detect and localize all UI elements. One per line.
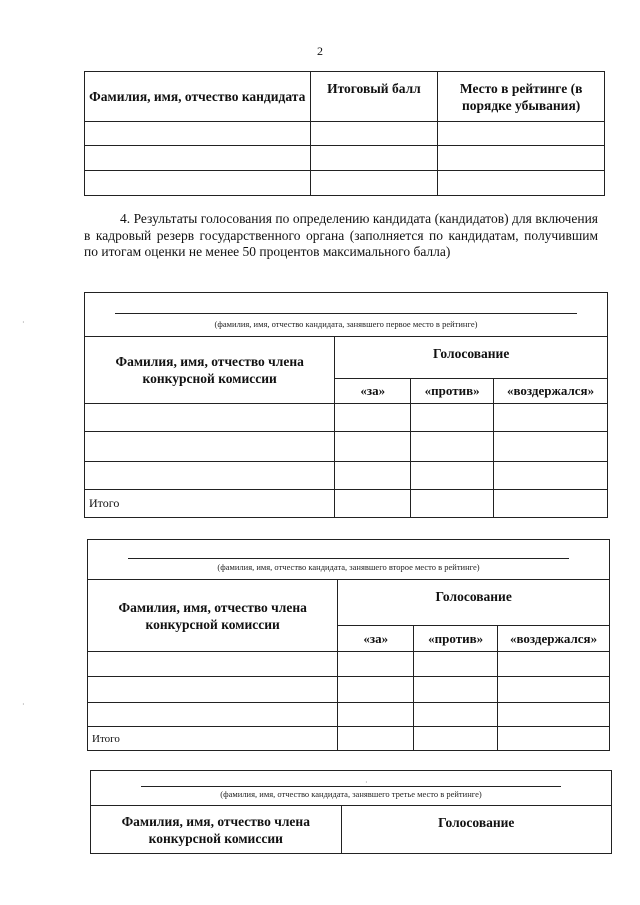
cell[interactable] — [494, 404, 608, 432]
header-against: «против» — [414, 626, 498, 652]
cell[interactable] — [88, 703, 338, 727]
cell[interactable] — [88, 677, 338, 703]
candidate-caption: (фамилия, имя, отчество кандидата, занявшего первое место в рейтинге) — [214, 319, 478, 329]
header-voting: Голосование — [335, 337, 608, 379]
cell[interactable] — [85, 432, 335, 462]
vote-table-third — [90, 770, 612, 854]
rating-table — [84, 71, 605, 196]
cell[interactable] — [338, 652, 414, 677]
cell[interactable] — [494, 490, 608, 518]
scan-speck: · — [22, 700, 25, 709]
candidate-caption: (фамилия, имя, отчество кандидата, занявшего второе место в рейтинге) — [217, 562, 480, 572]
table-row — [85, 404, 608, 432]
cell[interactable] — [438, 171, 605, 196]
header-for: «за» — [338, 626, 414, 652]
cell[interactable] — [498, 652, 610, 677]
scan-speck: · — [22, 318, 25, 327]
cell[interactable] — [498, 677, 610, 703]
header-member-name: Фамилия, имя, отчество члена конкурсной комиссии — [91, 806, 342, 854]
cell[interactable] — [85, 404, 335, 432]
cell[interactable] — [494, 432, 608, 462]
table-row — [88, 652, 610, 677]
total-label: Итого — [88, 727, 338, 751]
total-row — [88, 727, 610, 751]
header-against: «против» — [411, 379, 494, 404]
cell[interactable] — [310, 171, 438, 196]
cell[interactable] — [414, 703, 498, 727]
cell[interactable] — [414, 652, 498, 677]
header-candidate-name: Фамилия, имя, отчество кандидата — [85, 72, 311, 122]
table-row — [88, 677, 610, 703]
header-voting: Голосование — [341, 806, 611, 854]
header-abstained: «воздержался» — [498, 626, 610, 652]
scan-speck: · — [365, 778, 368, 787]
table-row — [85, 122, 605, 146]
cell[interactable] — [85, 171, 311, 196]
total-row — [85, 490, 608, 518]
cell[interactable] — [335, 432, 411, 462]
page-number: 2 — [317, 44, 323, 58]
cell[interactable] — [310, 122, 438, 146]
candidate-name-field[interactable] — [88, 540, 610, 580]
cell[interactable] — [85, 462, 335, 490]
table-row — [85, 146, 605, 171]
cell[interactable] — [85, 146, 311, 171]
cell[interactable] — [438, 146, 605, 171]
header-rating-place: Место в рейтинге (в порядке убывания) — [438, 72, 605, 122]
candidate-caption: (фамилия, имя, отчество кандидата, занявшего третье место в рейтинге) — [220, 789, 482, 799]
cell[interactable] — [335, 490, 411, 518]
cell[interactable] — [411, 404, 494, 432]
cell[interactable] — [335, 462, 411, 490]
table-row — [85, 171, 605, 196]
cell[interactable] — [438, 122, 605, 146]
section-4-text: 4. Результаты голосования по определению кандидата (кандидатов) для включения в кадровый резерв государственного органа (заполняется по кандидатам, получившим по итогам оценки не менее 50 процентов максимального балла) — [84, 211, 598, 259]
header-member-name: Фамилия, имя, отчество члена конкурсной комиссии — [88, 580, 338, 652]
candidate-name-field[interactable] — [85, 293, 608, 337]
cell[interactable] — [411, 432, 494, 462]
candidate-name-field[interactable] — [91, 771, 612, 806]
cell[interactable] — [498, 703, 610, 727]
cell[interactable] — [88, 652, 338, 677]
header-member-name: Фамилия, имя, отчество члена конкурсной комиссии — [85, 337, 335, 404]
vote-table-first — [84, 292, 608, 518]
cell[interactable] — [414, 677, 498, 703]
cell[interactable] — [411, 462, 494, 490]
table-row — [88, 703, 610, 727]
header-voting: Голосование — [338, 580, 610, 626]
total-label: Итого — [85, 490, 335, 518]
cell[interactable] — [411, 490, 494, 518]
table-row — [85, 462, 608, 490]
cell[interactable] — [85, 122, 311, 146]
vote-table-second — [87, 539, 610, 751]
cell[interactable] — [498, 727, 610, 751]
cell[interactable] — [494, 462, 608, 490]
table-row — [85, 432, 608, 462]
cell[interactable] — [310, 146, 438, 171]
cell[interactable] — [338, 677, 414, 703]
header-final-score: Итоговый балл — [310, 72, 438, 122]
header-abstained: «воздержался» — [494, 379, 608, 404]
cell[interactable] — [335, 404, 411, 432]
cell[interactable] — [338, 703, 414, 727]
header-for: «за» — [335, 379, 411, 404]
cell[interactable] — [414, 727, 498, 751]
cell[interactable] — [338, 727, 414, 751]
